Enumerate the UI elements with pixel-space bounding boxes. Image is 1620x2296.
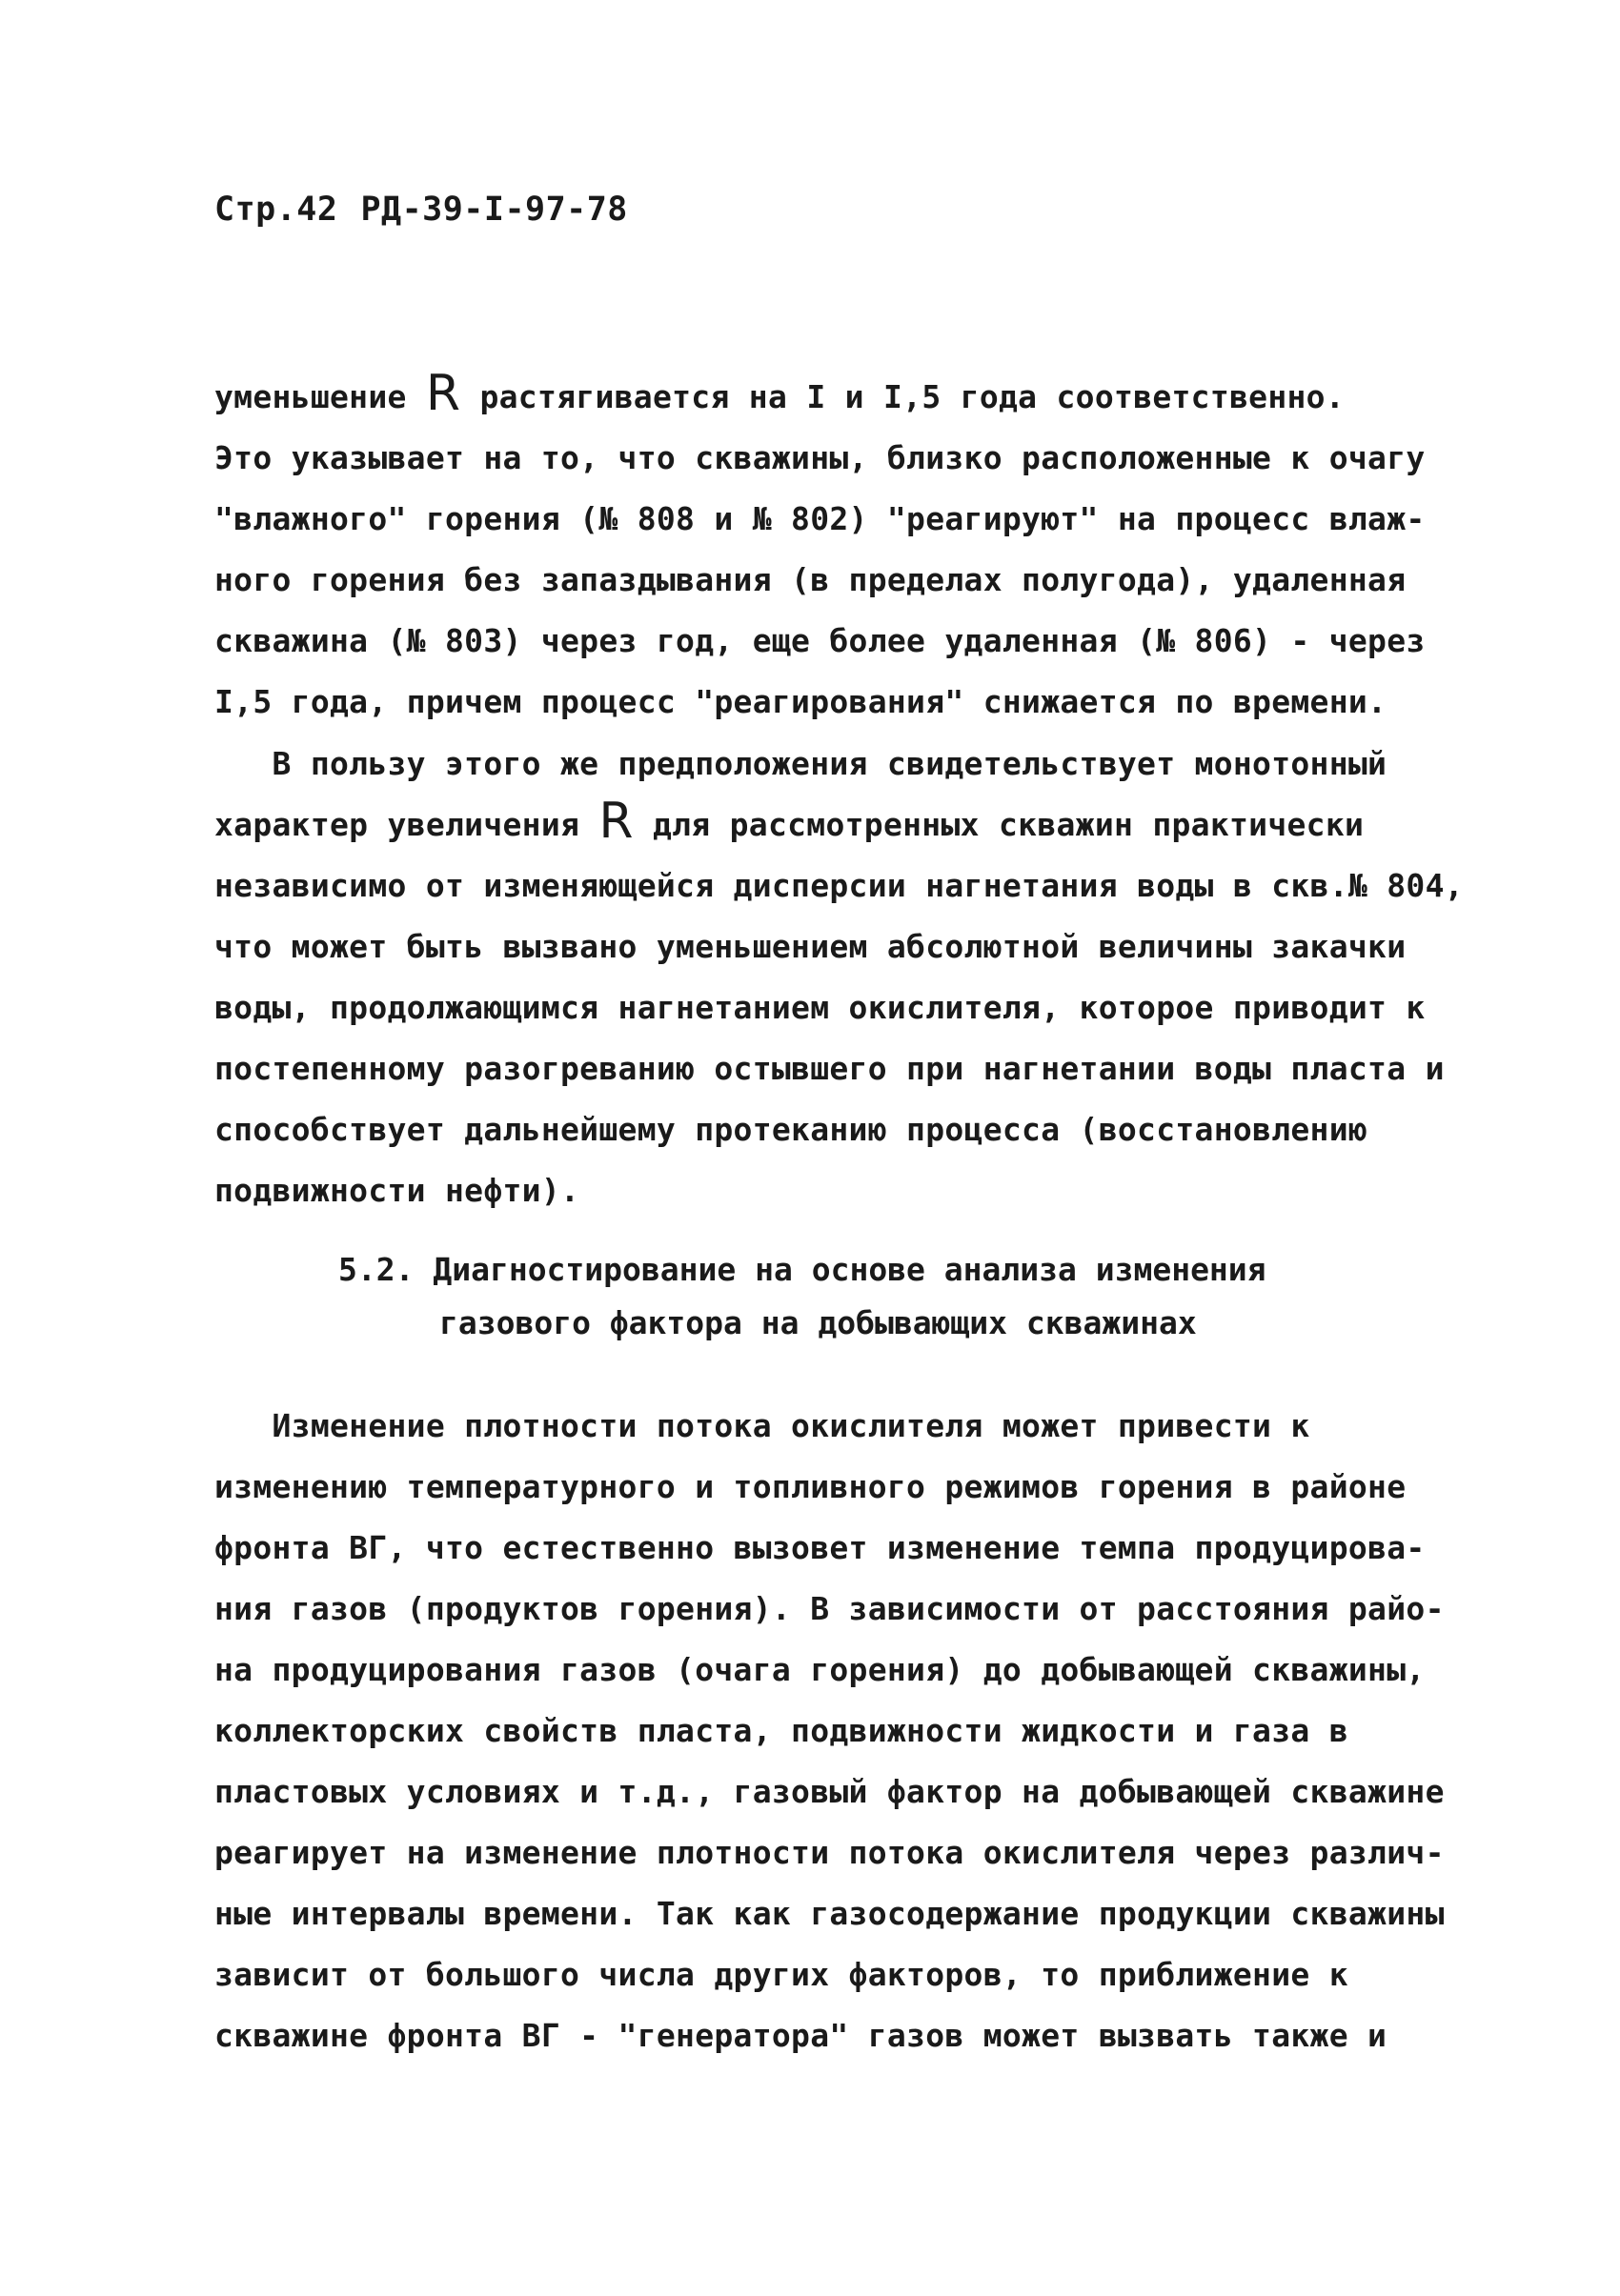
text-line: зависит от большого числа других факторов, то приближение к: [214, 1956, 1348, 1993]
paragraph-1: [214, 367, 1453, 733]
text-line: независимо от изменяющейся дисперсии нагнетания воды в скв.№ 804,: [214, 867, 1464, 904]
document-code: РД-39-I-97-78: [360, 191, 628, 229]
text-line: что может быть вызвано уменьшением абсолютной величины закачки: [214, 928, 1407, 965]
text-line: на продуцирования газов (очага горения) до добывающей скважины,: [214, 1651, 1426, 1688]
text-line: В пользу этого же предположения свидетельствует монотонный: [214, 745, 1387, 782]
text-line: ного горения без запаздывания (в пределах полугода), удаленная: [214, 561, 1407, 598]
text-line: I,5 года, причем процесс "реагирования" снижается по времени.: [214, 683, 1387, 720]
text-line: постепенному разогреванию остывшего при нагнетании воды пласта и: [214, 1050, 1445, 1087]
text-line: уменьшение R растягивается на I и I,5 года соответственно.: [214, 365, 1346, 422]
text-line: ные интервалы времени. Так как газосодержание продукции скважины: [214, 1895, 1445, 1932]
text-line: скважине фронта ВГ - "генератора" газов может вызвать также и: [214, 2017, 1387, 2054]
text-line: подвижности нефти).: [214, 1172, 580, 1209]
page-header: [214, 191, 628, 229]
section-heading: [214, 1243, 1453, 1350]
text-line: ния газов (продуктов горения). В зависимости от расстояния райо-: [214, 1590, 1445, 1627]
text-line: реагирует на изменение плотности потока окислителя через различ-: [214, 1834, 1445, 1871]
page-number: Стр.42: [214, 191, 338, 229]
text-line: способствует дальнейшему протеканию процесса (восстановлению: [214, 1111, 1368, 1148]
text-line: Изменение плотности потока окислителя может привести к: [214, 1407, 1310, 1444]
section-number: 5.2.: [338, 1251, 415, 1288]
paragraph-2: [214, 734, 1464, 1221]
text-line: Это указывает на то, что скважины, близко расположенные к очагу: [214, 439, 1426, 476]
paragraph-3: [214, 1396, 1453, 2066]
text-line: пластовых условиях и т.д., газовый фактор на добывающей скважине: [214, 1773, 1445, 1810]
text-line: характер увеличения R для рассмотренных скважин практически: [214, 793, 1365, 850]
section-title-line-2: газового фактора на добывающих скважинах: [439, 1304, 1197, 1341]
text-line: "влажного" горения (№ 808 и № 802) "реагируют" на процесс влаж-: [214, 500, 1426, 537]
r-symbol: R: [425, 365, 461, 422]
text-line: скважина (№ 803) через год, еще более удаленная (№ 806) - через: [214, 622, 1426, 659]
section-title-line-1: Диагностирование на основе анализа изменения: [433, 1251, 1266, 1288]
text-line: изменению температурного и топливного режимов горения в районе: [214, 1468, 1407, 1505]
text-line: воды, продолжающимся нагнетанием окислителя, которое приводит к: [214, 989, 1426, 1026]
text-line: коллекторских свойств пласта, подвижности жидкости и газа в: [214, 1712, 1348, 1749]
text-line: фронта ВГ, что естественно вызовет изменение темпа продуцирова-: [214, 1529, 1426, 1566]
r-symbol: R: [598, 793, 634, 850]
